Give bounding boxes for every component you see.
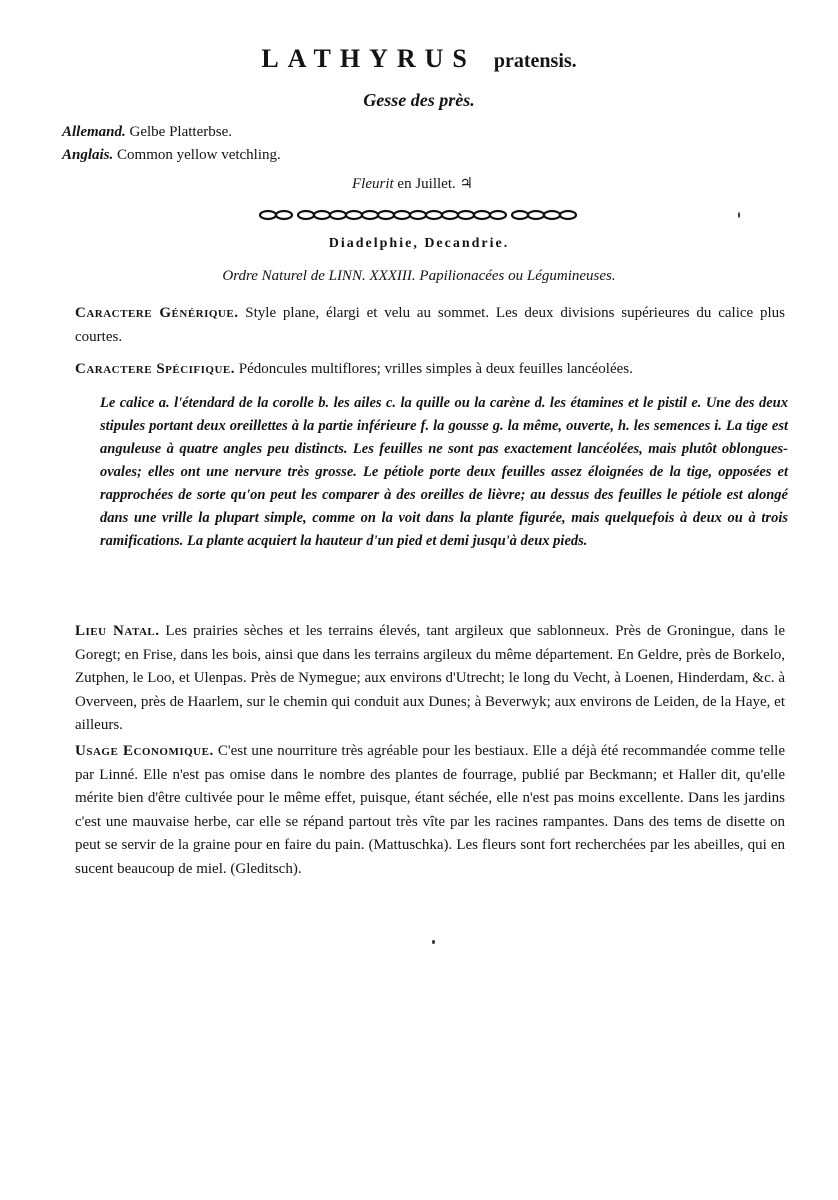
vernacular-name: Gelbe Platterbse. (129, 124, 232, 140)
flowering-time (352, 174, 473, 193)
section-text: Les prairies sèches et les terrains élevés, tant argileux que sablonneux. Près de Groningue, dans le Goregt; en Frise, dans les bois, ainsi que dans les terrains argileux du même département. En Geldre, près de Borkelo, Zutphen, le Loo, et Ulenpas. Près de Nymegue; aux environs d'Utrecht; le long du Vecht, à Loenen, Hinderdam, &c. à Overveen, près de Haarlem, sur le chemin qui conduit aux Dunes; à Beverwyk; aux environs de Leiden, de la Haye, et ailleurs. (75, 623, 785, 733)
decorative-chain-rule (258, 206, 580, 224)
plate-description: Le calice a. l'étendard de la corolle b. les ailes c. la quille ou la carène d. les étamines et le pistil e. Une des deux stipules portant deux oreillettes à la partie inférieure f. la gousse g. la même, ouverte, h. les semences i. La tige est anguleuse à quatre angles peu distincts. Les feuilles ne sont pas exactement lancéolées, mais plutôt oblongues-ovales; elles ont une nervure très grosse. Le pétiole porte deux feuilles assez éloignées de la tige, opposées et rapprochées de sorte qu'on peut les comparer à des oreilles de lièvre; au dessus des feuilles le pétiole est alongé dans une vrille la plupart simple, comme on la voit dans la plante figurée, mais quelquefois à deux ou à trois ramifications. La plante acquiert la hauteur d'un pied et demi jusqu'à deux pieds. (100, 395, 788, 549)
language-label: Anglais. (62, 147, 114, 163)
language-label: Allemand. (62, 124, 126, 140)
french-common-name: Gesse des près. (363, 90, 475, 110)
section-text: Pédoncules multiflores; vrilles simples à deux feuilles lancéolées. (238, 361, 633, 377)
species-name: pratensis. (493, 50, 577, 72)
lieu-natal (75, 620, 785, 738)
title (0, 44, 838, 74)
linnaean-class: Diadelphie, Decandrie. (328, 236, 510, 251)
section-text: Style plane, élargi et velu au sommet. Les deux divisions supérieures du calice plus courtes. (75, 305, 785, 345)
section-heading: Caractere Générique. (75, 305, 239, 321)
natural-order: Ordre Naturel de LINN. XXXIII. Papilionacées ou Légumineuses. (222, 268, 616, 284)
caractere-generique (75, 302, 785, 349)
print-speck (432, 940, 435, 944)
section-heading: Caractere Spécifique. (75, 361, 236, 377)
usage-economique (75, 740, 785, 881)
perennial-symbol: ♃ (459, 176, 473, 192)
caractere-specifique (75, 358, 785, 382)
vernacular-name: Common yellow vetchling. (117, 147, 281, 163)
section-text: C'est une nourriture très agréable pour les bestiaux. Elle a déjà été recommandée comme telle par Linné. Elle n'est pas omise dans le nombre des plantes de fourrage, publié par Beckmann; et Haller dit, qu'elle mérite bien d'être cultivée pour le même effet, puisque, étant séchée, elle n'est pas moins excellente. Dans les jardins c'est une mauvaise herbe, car elle se répand partout très vîte par les racines rampantes. Dans des tems de disette on peut se servir de la graine pour en faire du pain. (Mattuschka). Les fleurs sont fort recherchées par les abeilles, qui en sucent beaucoup de miel. (Gleditsch). (75, 743, 786, 877)
section-heading: Usage Economique. (75, 743, 214, 759)
vernacular-german (62, 124, 232, 141)
flowering-label: Fleurit (352, 176, 394, 192)
section-heading: Lieu Natal. (75, 623, 160, 639)
vernacular-english (62, 147, 281, 164)
genus-name: LATHYRUS (261, 44, 476, 73)
flowering-text: en Juillet. (397, 176, 456, 192)
print-speck (738, 212, 740, 218)
